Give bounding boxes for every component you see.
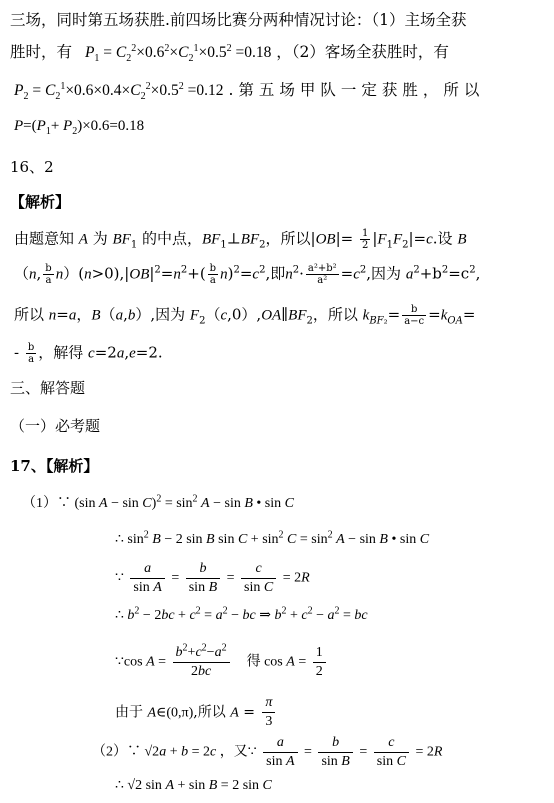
- analysis-heading-16: 【解析】: [10, 193, 71, 211]
- formula-p2: $P_2 = C_2^1\times 0.6\times 0.4\times C_2^2\times 0.5^2 =0.12$: [14, 80, 224, 103]
- text-line-3: [14, 80, 484, 101]
- text-line-7: 由题意知 A 为 $BF_1$ 的中点，$BF_1\perp BF_2$，所以|OB|= $\frac{1}{2}$ $|F_1F_2|=c$.设 B: [14, 228, 467, 251]
- solution-step-1: （1）∵ (sin $A - \sin C)^2 = \sin^2 A - \sin B$ • sin C: [22, 493, 294, 511]
- text-line-2-suffix: ，（2）客场全获胜时，有: [276, 43, 449, 61]
- solution-step-4: ∴ $b^2 - 2bc + c^2 = a^2$ − bc ⇒ $b^2 + c^2 - a^2$ = bc: [115, 605, 368, 623]
- section-heading-3: 三、解答题: [10, 379, 86, 397]
- solution-step-8: ∴ √2 sin A + sin B = 2 sin C: [115, 778, 272, 793]
- text-line-9: 所以 n=a，B（a,b）,因为 $F_2(c,0),OA\parallel BF_2$，所以 $k_{BF_2}=$ $\frac{b}{a-c}$ $=k_{OA}=$: [14, 304, 476, 327]
- formula-p-total: $P=(P_1+ P_2)\times 0.6=0.18$: [14, 118, 145, 137]
- solution-step-3: ∵ $\frac{a}{\text{sin A}}$ = $\frac{b}{\text{sin B}}$ = $\frac{c}{\text{sin C}}$ = 2R: [115, 561, 310, 595]
- text-line-1: 三场，同时第五场获胜.前四场比赛分两种情况讨论：（1）主场全获: [10, 11, 467, 29]
- solution-step-5: ∵cos A = $\frac{b^2+c^2-a^2}{2bc}$ 得 cos A = $\frac{1}{2}$: [115, 644, 329, 682]
- text-line-3-suffix: .第五场甲队一定获胜，所以: [228, 81, 485, 99]
- text-line-10: - $\frac{b}{a}$ ，解得 c=2a,e=2.: [14, 342, 163, 365]
- formula-p1: $P_1 = C_2^2\times 0.6^2\times C_2^1\times 0.5^2 =0.18$: [84, 42, 272, 65]
- solution-step-2: ∴ $\sin^2 B - 2$ sin B $\sin C + \sin^2 C = \sin^2 A - \sin B$ • sin C: [115, 529, 430, 547]
- section-heading-required: （一）必考题: [10, 417, 101, 435]
- solution-step-6: 由于 A∈(0,π),所以 A = $\frac{\pi}{3}$: [115, 694, 278, 730]
- text-line-2-prefix: 胜时，有: [10, 43, 73, 61]
- solution-step-7: （2）∵ √2a + b = 2c ，又∵ $\frac{a}{\text{sin A}}$ = $\frac{b}{\text{sin B}}$ = $\frac{c}{\text{sin C}}$ = 2R: [92, 735, 443, 769]
- text-line-8: （n, $\frac{b}{a}$ $n)(n>0),|OB|^2=n^2+$( $\frac{b}{a}$ $n)^2=c^2$,即$n^2\cdot$ $\frac{\text{a²+b²}}{\text{a²}}$ $=c^2$,因为 $a^2+b^2=c^2$,: [14, 263, 481, 286]
- text-line-2: [10, 42, 449, 63]
- question-17-heading: 17、【解析】: [10, 457, 99, 475]
- question-16-answer: 16、2: [10, 158, 54, 176]
